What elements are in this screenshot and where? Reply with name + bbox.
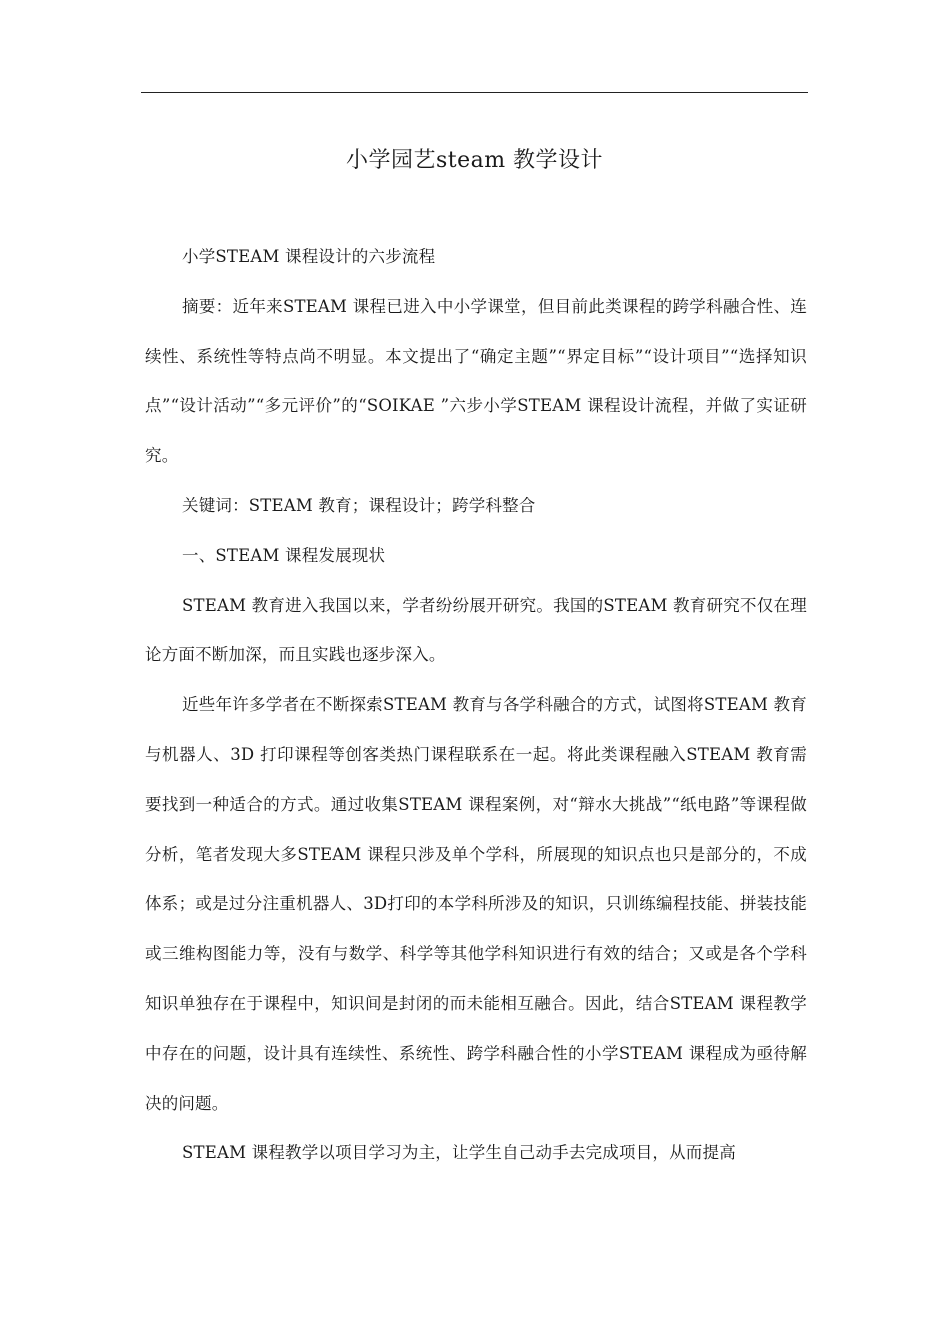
document-body [145,232,807,1178]
section-heading-1: 一、STEAM 课程发展现状 [182,545,386,565]
document-title: 小学园艺steam 教学设计 [345,148,604,173]
header-rule [141,92,808,93]
paragraph-body: STEAM 教育进入我国以来，学者纷纷展开研究。我国的STEAM 教育研究不仅在理论方面不断加深，而且实践也逐步深入。 [145,595,807,665]
paragraph-abstract: 摘要：近年来STEAM 课程已进入中小学课堂，但目前此类课程的跨学科融合性、连续性、系统性等特点尚不明显。本文提出了“确定主题”“界定目标”“设计项目”“选择知识点”“设计活动”“多元评价”的“SOIKAE ”六步小学STEAM 课程设计流程，并做了实证研究。 [145,296,807,466]
paragraph-body: 近些年许多学者在不断探索STEAM 教育与各学科融合的方式，试图将STEAM 教育与机器人、3D 打印课程等创客类热门课程联系在一起。将此类课程融入STEAM 教育需要找到一种适合的方式。通过收集STEAM 课程案例，对“辩水大挑战”“纸电路”等课程做分析，笔者发现大多STEAM 课程只涉及单个学科，所展现的知识点也只是部分的，不成体系；或是过分注重机器人、3D打印的本学科所涉及的知识，只训练编程技能、拼装技能或三维构图能力等，没有与数学、科学等其他学科知识进行有效的结合；又或是各个学科知识单独存在于课程中，知识间是封闭的而未能相互融合。因此，结合STEAM 课程教学中存在的问题，设计具有连续性、系统性、跨学科融合性的小学STEAM 课程成为亟待解决的问题。 [145,695,807,1113]
paragraph-body: STEAM 课程教学以项目学习为主，让学生自己动手去完成项目，从而提高 [182,1143,736,1163]
paragraph-subtitle: 小学STEAM 课程设计的六步流程 [182,247,436,266]
paragraph-keywords: 关键词：STEAM 教育；课程设计；跨学科整合 [182,495,536,515]
